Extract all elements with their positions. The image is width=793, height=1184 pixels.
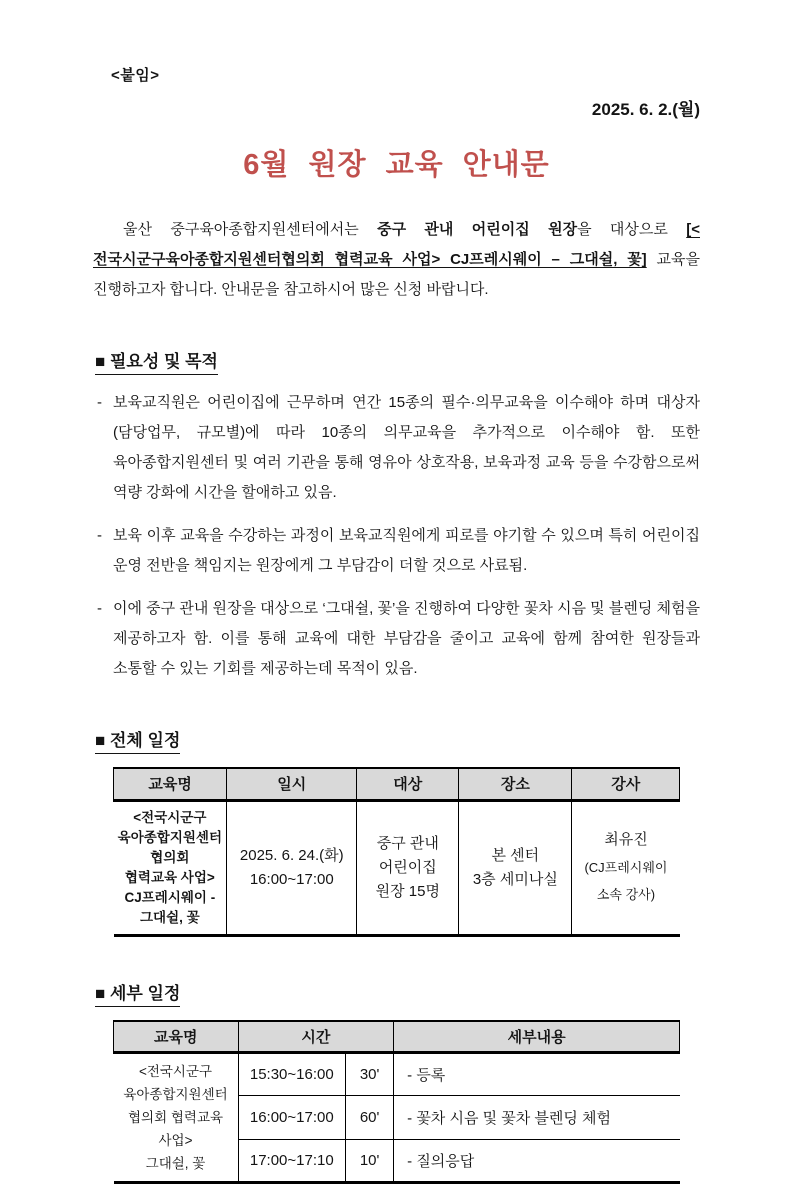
intro-text-2: 을 대상으로 <box>577 221 686 238</box>
instructor-affiliation: (CJ프레시웨이 소속 강사) <box>574 854 677 908</box>
purpose-bullet-1-text: 보육교직원은 어린이집에 근무하며 연간 15종의 필수·의무교육을 이수해야 하며 대상자(담당업무, 규모별)에 따라 10종의 의무교육을 추가적으로 이수해야 함. 또한 육아종합지원센터 및 여러 기관을 통해 영유아 상호작용, 보육과정 교육 등을 수강함으로써 역량 강화에 시간을 할애하고 있음. <box>113 394 700 501</box>
overall-header-instructor: 강사 <box>572 768 680 800</box>
detail-cell-content-2: - 꽃차 시음 및 꽃차 블렌딩 체험 <box>394 1096 680 1139</box>
detail-cell-duration-2: 60' <box>346 1096 394 1139</box>
bullet-marker: - <box>97 388 102 418</box>
purpose-bullet-3-text: 이에 중구 관내 원장을 대상으로 ‘그대쉴, 꽃’을 진행하여 다양한 꽃차 시음 및 블렌딩 체험을 제공하고자 함. 이를 통해 교육에 대한 부담감을 줄이고 교육에 함께 참여한 원장들과 소통할 수 있는 기회를 제공하는데 목적이 있음. <box>113 600 700 677</box>
intro-bold-target-audience: 중구 관내 어린이집 원장 <box>377 221 577 238</box>
purpose-bullet-2-text: 보육 이후 교육을 수강하는 과정이 보육교직원에게 피로를 야기할 수 있으며 특히 어린이집 운영 전반을 책임지는 원장에게 그 부담감이 더할 것으로 사료됨. <box>113 527 700 574</box>
overall-cell-target: 중구 관내 어린이집 원장 15명 <box>357 800 459 935</box>
purpose-bullet-1 <box>97 388 700 508</box>
detail-cell-time-3: 17:00~17:10 <box>238 1139 346 1182</box>
detail-cell-content-3: - 질의응답 <box>394 1139 680 1182</box>
section-heading-purpose-text: ■ 필요성 및 목적 <box>95 347 218 375</box>
instructor-name: 최유진 <box>574 828 677 852</box>
bullet-marker: - <box>97 594 102 624</box>
purpose-bullet-3 <box>97 594 700 684</box>
intro-text-3: 교육을 진행하고자 합니다. 안내문을 참고하시어 많은 신청 바랍니다. <box>93 251 700 298</box>
overall-cell-datetime: 2025. 6. 24.(화) 16:00~17:00 <box>227 800 357 935</box>
detail-schedule-table <box>113 1020 680 1184</box>
detail-header-course-name: 교육명 <box>114 1021 239 1053</box>
detail-cell-duration-3: 10' <box>346 1139 394 1182</box>
detail-cell-duration-1: 30' <box>346 1053 394 1096</box>
overall-header-place: 장소 <box>459 768 572 800</box>
detail-cell-course-name: <전국시군구 육아종합지원센터 협의회 협력교육 사업> 그대쉴, 꽃 <box>114 1053 239 1183</box>
overall-header-datetime: 일시 <box>227 768 357 800</box>
detail-table-row-1 <box>114 1053 680 1096</box>
page-title: 6월 원장 교육 안내문 <box>93 142 700 183</box>
bullet-marker: - <box>97 521 102 551</box>
purpose-bullet-2 <box>97 521 700 581</box>
detail-cell-content-1: - 등록 <box>394 1053 680 1096</box>
overall-cell-place: 본 센터 3층 세미나실 <box>459 800 572 935</box>
overall-cell-course-name: <전국시군구 육아종합지원센터 협의회 협력교육 사업> CJ프레시웨이 - 그대쉴, 꽃 <box>114 800 227 935</box>
attachment-label: <붙임> <box>111 64 700 85</box>
overall-table-row <box>114 800 680 935</box>
overall-cell-instructor <box>572 800 680 935</box>
section-heading-overall-schedule <box>95 726 700 754</box>
overall-header-target: 대상 <box>357 768 459 800</box>
detail-table-header-row <box>114 1021 680 1053</box>
intro-paragraph <box>93 215 700 305</box>
overall-header-course-name: 교육명 <box>114 768 227 800</box>
intro-text-1: 울산 중구육아종합지원센터에서는 <box>123 221 377 238</box>
document-date: 2025. 6. 2.(월) <box>93 95 700 120</box>
section-heading-detail-schedule-text: ■ 세부 일정 <box>95 979 180 1007</box>
detail-cell-time-1: 15:30~16:00 <box>238 1053 346 1096</box>
overall-schedule-table <box>113 767 680 937</box>
intro-program-name: [<전국시군구육아종합지원센터협의회 협력교육 사업> CJ프레시웨이 – 그대쉴, 꽃] <box>93 221 700 268</box>
detail-header-time: 시간 <box>238 1021 394 1053</box>
section-heading-overall-schedule-text: ■ 전체 일정 <box>95 726 180 754</box>
section-heading-detail-schedule <box>95 979 700 1007</box>
detail-header-content: 세부내용 <box>394 1021 680 1053</box>
overall-table-header-row <box>114 768 680 800</box>
section-heading-purpose <box>95 347 700 375</box>
detail-cell-time-2: 16:00~17:00 <box>238 1096 346 1139</box>
